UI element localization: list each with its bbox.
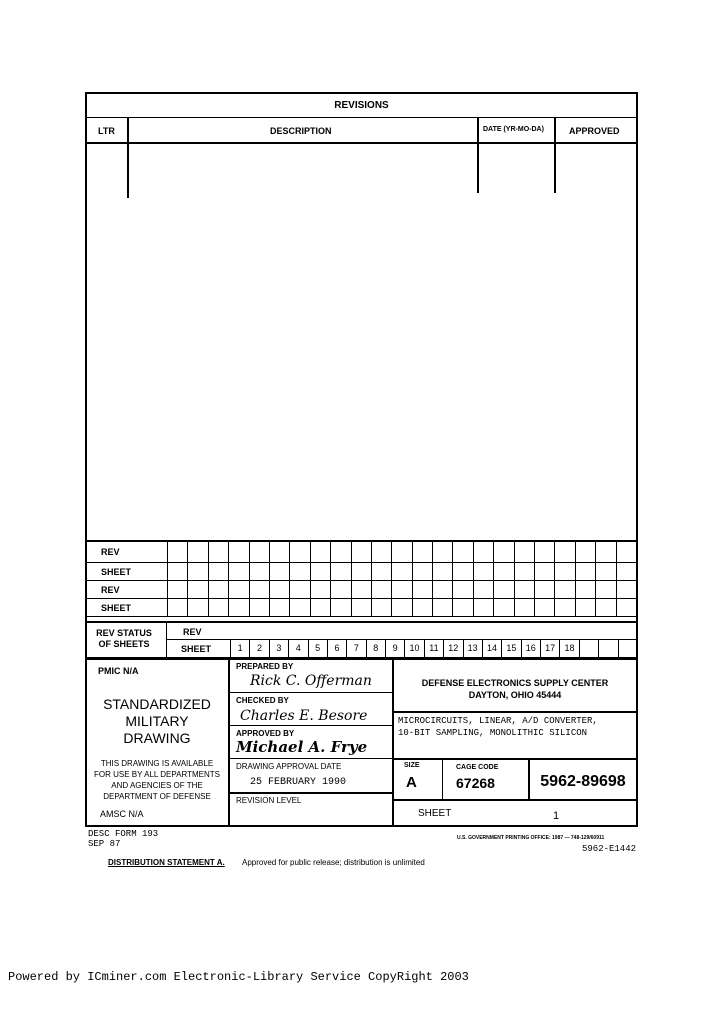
form-line: SEP 87 <box>88 839 121 849</box>
divider <box>127 118 129 198</box>
sheet-label: SHEET <box>87 563 168 581</box>
rev-sheet-grid <box>86 541 637 617</box>
sheet-number-cell: 14 <box>482 639 501 658</box>
description-line: 10-BIT SAMPLING, MONOLITHIC SILICON <box>398 728 588 738</box>
approved-by-label: APPROVED BY <box>236 729 295 738</box>
drawing-number: 5962-89698 <box>540 773 626 790</box>
revisions-title: REVISIONS <box>334 100 389 111</box>
sheet-number-cell: 1 <box>230 639 249 658</box>
std-line: STANDARDIZED <box>103 696 211 712</box>
divider <box>229 792 392 794</box>
sheet-number-cell: 5 <box>308 639 327 658</box>
sheet-number-cell: 17 <box>540 639 559 658</box>
gpo-note: U.S. GOVERNMENT PRINTING OFFICE: 1987 — 748-129/60911 <box>457 835 605 841</box>
col-approved-header: APPROVED <box>569 126 620 136</box>
sheet-number-cell: 11 <box>424 639 443 658</box>
cage-code-label: CAGE CODE <box>456 764 499 771</box>
sheet-number-cell: 15 <box>501 639 520 658</box>
col-date-header: DATE (YR-MO-DA) <box>483 126 544 133</box>
drawing-description <box>398 715 598 739</box>
approval-date-label: DRAWING APPROVAL DATE <box>236 762 342 771</box>
sheet-number-cell: 6 <box>327 639 346 658</box>
sheet-number-row <box>230 639 637 658</box>
sheet-number-cell: 2 <box>249 639 268 658</box>
col-description-header: DESCRIPTION <box>270 126 332 136</box>
rev-label: REV <box>87 581 168 599</box>
col-ltr-header: LTR <box>98 126 115 136</box>
divider <box>442 759 443 799</box>
sheet-number-cell: 12 <box>443 639 462 658</box>
sheet-label: SHEET <box>87 599 168 617</box>
rev-label: REV <box>183 627 202 637</box>
avail-line: DEPARTMENT OF DEFENSE <box>103 792 211 801</box>
sheet-number-cell: 16 <box>521 639 540 658</box>
sheet-number-cell <box>598 639 617 658</box>
sheet-label: SHEET <box>418 808 452 819</box>
form-line: DESC FORM 193 <box>88 829 159 839</box>
std-line: MILITARY <box>125 713 189 729</box>
prepared-signature: Rick C. Offerman <box>250 673 372 689</box>
sheet-number-cell <box>579 639 598 658</box>
sheet-number-cell: 8 <box>366 639 385 658</box>
avail-line: FOR USE BY ALL DEPARTMENTS <box>94 770 220 779</box>
checked-signature: Charles E. Besore <box>240 708 368 724</box>
cage-code-value: 67268 <box>456 775 495 791</box>
divider <box>166 622 167 658</box>
center-line: DAYTON, OHIO 45444 <box>468 690 562 700</box>
document-code: 5962-E1442 <box>582 844 637 854</box>
sheet-number-cell: 9 <box>385 639 404 658</box>
divider <box>554 118 556 193</box>
availability-note <box>86 758 228 802</box>
size-value: A <box>406 774 417 791</box>
sheet-number-cell <box>618 639 637 658</box>
pmic-label: PMIC N/A <box>98 666 139 676</box>
divider <box>393 799 637 801</box>
rev-status-label: REV STATUS OF SHEETS <box>96 628 152 649</box>
divider <box>229 692 392 693</box>
size-label: SIZE <box>404 762 420 769</box>
approved-signature: Michael A. Frye <box>236 738 368 756</box>
revision-level-label: REVISION LEVEL <box>236 796 302 805</box>
sheet-number-cell: 10 <box>404 639 423 658</box>
divider <box>86 621 637 623</box>
amsc-label: AMSC N/A <box>100 809 144 819</box>
divider <box>477 118 479 193</box>
sheet-value: 1 <box>553 810 560 822</box>
powered-by-footer: Powered by ICminer.com Electronic-Library Service CopyRight 2003 <box>8 970 469 984</box>
approval-date: 25 FEBRUARY 1990 <box>250 777 347 788</box>
std-line: DRAWING <box>123 730 191 746</box>
center-line: DEFENSE ELECTRONICS SUPPLY CENTER <box>421 678 609 688</box>
rev-label: REV <box>87 542 168 563</box>
avail-line: THIS DRAWING IS AVAILABLE <box>100 759 214 768</box>
sheet-number-cell: 3 <box>269 639 288 658</box>
sheet-number-cell: 4 <box>288 639 307 658</box>
divider <box>393 758 637 760</box>
description-line: MICROCIRCUITS, LINEAR, A/D CONVERTER, <box>398 716 598 726</box>
sheet-number-cell: 7 <box>346 639 365 658</box>
sheet-label: SHEET <box>181 644 212 654</box>
divider <box>393 711 637 713</box>
divider <box>229 725 392 726</box>
distribution-text: Approved for public release; distribution is unlimited <box>242 858 425 867</box>
sheet-number-cell: 13 <box>463 639 482 658</box>
divider <box>229 758 392 759</box>
standardized-title <box>86 696 228 747</box>
distribution-label: DISTRIBUTION STATEMENT A. <box>108 858 225 867</box>
sheet-number-cell: 18 <box>559 639 578 658</box>
divider <box>228 659 230 826</box>
checked-by-label: CHECKED BY <box>236 696 289 705</box>
prepared-by-label: PREPARED BY <box>236 662 294 671</box>
center-name <box>393 677 637 701</box>
avail-line: AND AGENCIES OF THE <box>111 781 203 790</box>
form-number <box>88 829 158 849</box>
